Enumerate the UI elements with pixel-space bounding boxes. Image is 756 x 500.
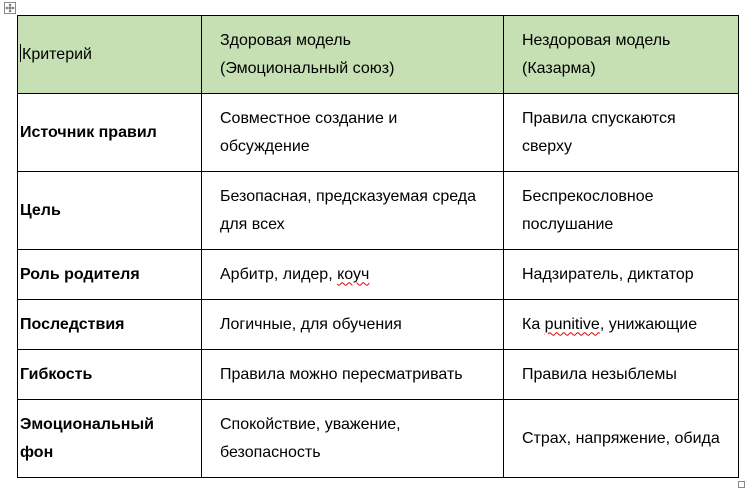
- misspelled-word[interactable]: punitive: [544, 315, 600, 333]
- header-healthy-subtitle: (Эмоциональный союз): [220, 59, 395, 77]
- healthy-cell[interactable]: [202, 250, 504, 300]
- healthy-text-line: для всех: [220, 215, 285, 233]
- healthy-text: Арбитр, лидер,: [220, 265, 338, 283]
- unhealthy-text: Надзиратель, диктатор: [522, 265, 694, 283]
- table-row-consequences: [18, 300, 739, 350]
- table-header-row: [18, 16, 739, 94]
- table-row-flexibility: [18, 350, 739, 400]
- header-cell-criterion[interactable]: [18, 16, 202, 94]
- table-row-goal: [18, 172, 739, 250]
- unhealthy-text-line: Правила спускаются: [522, 109, 676, 127]
- criterion-label: Последствия: [20, 315, 125, 333]
- criterion-label: Эмоциональный: [20, 415, 154, 433]
- healthy-cell[interactable]: [202, 172, 504, 250]
- unhealthy-text: Страх, напряжение, обида: [522, 429, 720, 447]
- healthy-cell[interactable]: [202, 400, 504, 478]
- header-cell-unhealthy-model[interactable]: [504, 16, 739, 94]
- healthy-text: Правила можно пересматривать: [220, 365, 463, 383]
- header-unhealthy-subtitle: (Казарма): [522, 59, 596, 77]
- unhealthy-cell[interactable]: [504, 300, 739, 350]
- header-criterion-label: Критерий: [22, 45, 92, 63]
- healthy-cell[interactable]: [202, 300, 504, 350]
- healthy-text-line: Безопасная, предсказуемая среда: [220, 187, 477, 205]
- unhealthy-text: Правила незыблемы: [522, 365, 677, 383]
- comparison-table: [17, 15, 739, 478]
- misspelled-word[interactable]: коуч: [337, 265, 370, 283]
- header-cell-healthy-model[interactable]: [202, 16, 504, 94]
- table-resize-handle-icon[interactable]: [738, 481, 745, 488]
- healthy-cell[interactable]: [202, 350, 504, 400]
- table-row-rules-source: [18, 94, 739, 172]
- criterion-cell[interactable]: [18, 250, 202, 300]
- header-healthy-title: Здоровая модель: [220, 31, 351, 49]
- healthy-text-line: безопасность: [220, 443, 321, 461]
- healthy-text-line: Спокойствие, уважение,: [220, 415, 401, 433]
- criterion-cell[interactable]: [18, 350, 202, 400]
- unhealthy-cell[interactable]: [504, 172, 739, 250]
- criterion-cell[interactable]: [18, 300, 202, 350]
- unhealthy-text-line: Беспрекословное: [522, 187, 654, 205]
- table-move-handle-icon[interactable]: [4, 2, 16, 14]
- criterion-label: Роль родителя: [20, 265, 140, 283]
- unhealthy-cell[interactable]: [504, 94, 739, 172]
- criterion-cell[interactable]: [18, 400, 202, 478]
- unhealthy-text-prefix: Ка: [522, 315, 545, 333]
- table-row-emotional-background: [18, 400, 739, 478]
- healthy-text: Логичные, для обучения: [220, 315, 402, 333]
- unhealthy-cell[interactable]: [504, 350, 739, 400]
- healthy-text-line: Совместное создание и: [220, 109, 398, 127]
- four-arrow-move-icon: [5, 3, 15, 13]
- criterion-label: Гибкость: [20, 365, 93, 383]
- unhealthy-cell[interactable]: [504, 250, 739, 300]
- unhealthy-text-line: послушание: [522, 215, 614, 233]
- unhealthy-text-line: сверху: [522, 137, 572, 155]
- criterion-label: Источник правил: [20, 123, 157, 141]
- healthy-cell[interactable]: [202, 94, 504, 172]
- criterion-cell[interactable]: [18, 172, 202, 250]
- unhealthy-cell[interactable]: [504, 400, 739, 478]
- table-row-parent-role: [18, 250, 739, 300]
- criterion-label: Цель: [20, 201, 61, 219]
- criterion-cell[interactable]: [18, 94, 202, 172]
- criterion-label: фон: [20, 443, 54, 461]
- unhealthy-text-suffix: , унижающие: [599, 315, 698, 333]
- header-unhealthy-title: Нездоровая модель: [522, 31, 671, 49]
- text-cursor: [20, 44, 21, 62]
- healthy-text-line: обсуждение: [220, 137, 310, 155]
